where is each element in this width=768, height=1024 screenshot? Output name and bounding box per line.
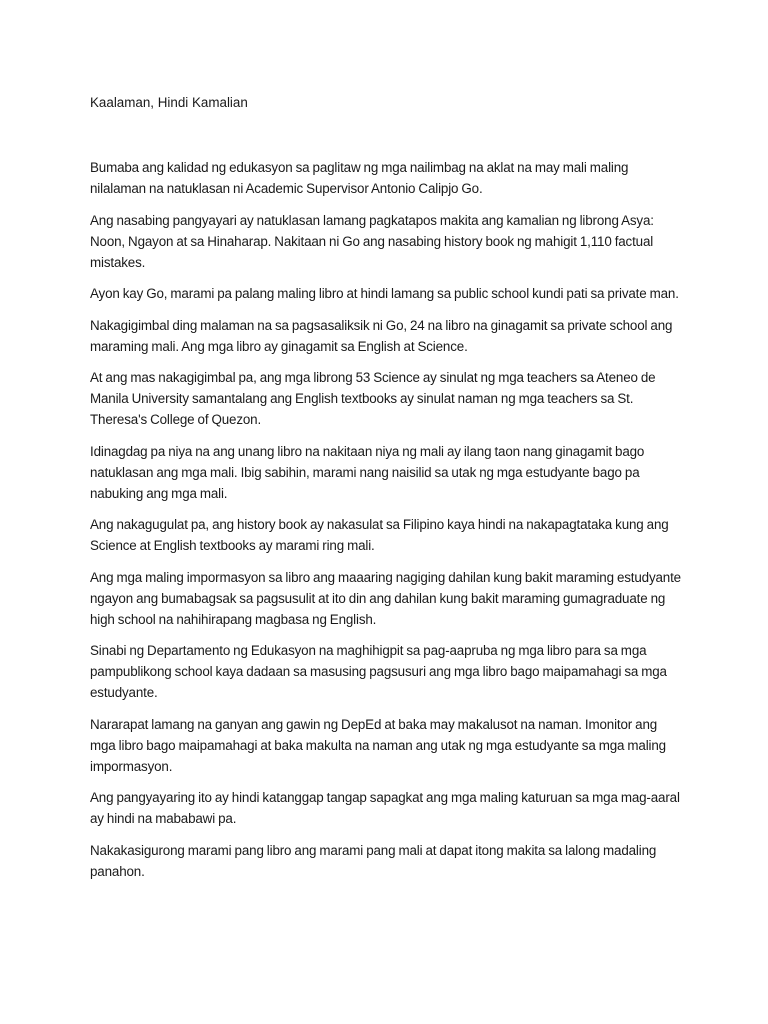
document-content — [90, 92, 685, 892]
paragraph-9: Sinabi ng Departamento ng Edukasyon na maghihigpit sa pag-aapruba ng mga libro para sa mga pampublikong school kaya dadaan sa masusing pagsusuri ang mga libro bago maipamahagi sa mga estudyante. — [90, 643, 667, 700]
paragraph-1: Bumaba ang kalidad ng edukasyon sa paglitaw ng mga nailimbag na aklat na may mali maling nilalaman na natuklasan ni Academic Supervisor Antonio Calipjo Go. — [90, 160, 629, 196]
paragraph-5: At ang mas nakagigimbal pa, ang mga librong 53 Science ay sinulat ng mga teachers sa Ateneo de Manila University samantalang ang English textbooks ay sinulat naman ng mga teachers sa St. Theresa's College of Quezon. — [90, 370, 656, 427]
document-title: Kaalaman, Hindi Kamalian — [90, 95, 248, 110]
paragraph-2: Ang nasabing pangyayari ay natuklasan lamang pagkatapos makita ang kamalian ng librong Asya: Noon, Ngayon at sa Hinaharap. Nakitaan ni Go ang nasabing history book ng mahigit 1,110 factual mistakes. — [90, 212, 654, 270]
paragraph-7: Ang nakagugulat pa, ang history book ay nakasulat sa Filipino kaya hindi na nakapagtataka kung ang Science at English textbooks ay marami ring mali. — [90, 517, 669, 553]
paragraph-11: Ang pangyayaring ito ay hindi katanggap tangap sapagkat ang mga maling katuruan sa mga mag-aaral ay hindi na mababawi pa. — [90, 790, 680, 826]
document-body — [90, 157, 685, 882]
paragraph-12: Nakakasigurong marami pang libro ang marami pang mali at dapat itong makita sa lalong madaling panahon. — [90, 842, 657, 879]
paragraph-4: Nakagigimbal ding malaman na sa pagsasaliksik ni Go, 24 na libro na ginagamit sa private school ang maraming mali. Ang mga libro ay ginagamit sa English at Science. — [90, 317, 673, 354]
paragraph-6: Idinagdag pa niya na ang unang libro na nakitaan niya ng mali ay ilang taon nang ginagamit bago natuklasan ang mga mali. Ibig sabihin, marami nang naisilid sa utak ng mga estudyante bago pa nabuking ang mga mali. — [90, 443, 645, 501]
paragraph-3: Ayon kay Go, marami pa palang maling libro at hindi lamang sa public school kundi pati sa private man. — [90, 286, 679, 301]
paragraph-10: Nararapat lamang na ganyan ang gawin ng DepEd at baka may makalusot na naman. Imonitor ang mga libro bago maipamahagi at baka makulta na naman ang utak ng mga estudyante sa mga maling impormasyon. — [90, 716, 666, 774]
paragraph-8: Ang mga maling impormasyon sa libro ang maaaring nagiging dahilan kung bakit maraming estudyante ngayon ang bumabagsak sa pagsusulit at ito din ang dahilan kung bakit maraming gumagraduate ng high school na nahihirapang magbasa ng English. — [90, 569, 681, 627]
